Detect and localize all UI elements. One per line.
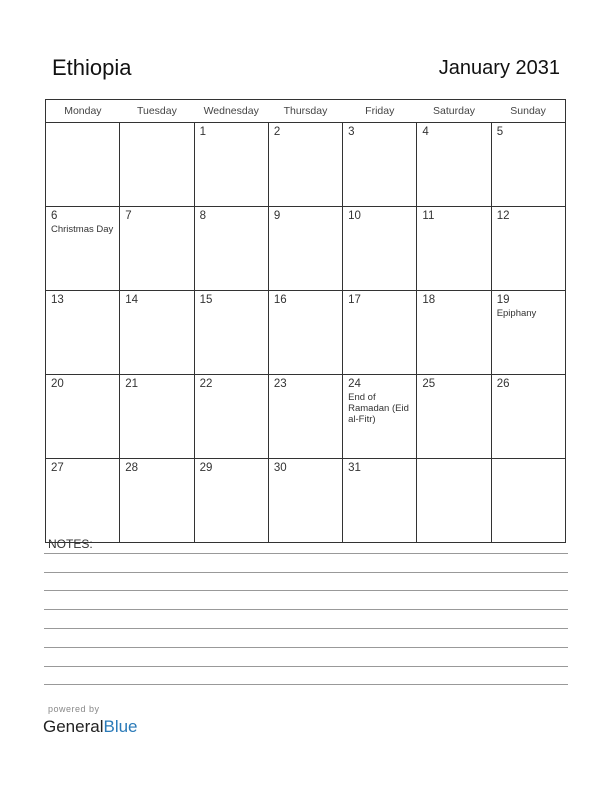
day-cell bbox=[491, 207, 565, 291]
day-cell bbox=[417, 375, 491, 459]
day-number: 30 bbox=[273, 462, 287, 474]
notes-line bbox=[44, 572, 568, 573]
day-number: 27 bbox=[51, 462, 64, 474]
day-cell bbox=[491, 123, 565, 207]
day-number: 28 bbox=[125, 462, 139, 474]
day-cell bbox=[120, 291, 194, 375]
day-cell bbox=[120, 459, 194, 543]
day-number: 29 bbox=[199, 462, 213, 474]
day-cell bbox=[268, 375, 342, 459]
notes-line bbox=[44, 590, 568, 591]
week-row bbox=[46, 207, 566, 291]
day-number: 17 bbox=[348, 294, 361, 306]
day-number: 16 bbox=[273, 294, 287, 306]
brand-blue: Blue bbox=[103, 717, 138, 736]
day-number: 15 bbox=[199, 294, 213, 306]
day-number: 11 bbox=[422, 210, 435, 222]
day-number: 4 bbox=[422, 126, 429, 138]
day-cell bbox=[194, 375, 268, 459]
day-number: 5 bbox=[496, 126, 504, 138]
day-cell bbox=[343, 123, 417, 207]
notes-line bbox=[44, 684, 568, 685]
notes-line bbox=[44, 647, 568, 648]
day-number: 2 bbox=[273, 126, 281, 138]
day-cell bbox=[46, 207, 120, 291]
day-cell bbox=[343, 459, 417, 543]
day-cell bbox=[491, 291, 565, 375]
day-number: 25 bbox=[422, 378, 436, 390]
notes-line bbox=[44, 666, 568, 667]
brand-general: General bbox=[43, 717, 104, 736]
holiday-label: Christmas Day bbox=[51, 224, 114, 235]
day-cell bbox=[194, 207, 268, 291]
day-number: 12 bbox=[496, 210, 510, 222]
day-cell bbox=[343, 207, 417, 291]
day-number: 8 bbox=[199, 210, 206, 222]
day-cell bbox=[46, 123, 120, 207]
weekday-tuesday: Tuesday bbox=[120, 100, 194, 123]
day-number: 31 bbox=[348, 462, 361, 474]
day-cell bbox=[343, 375, 417, 459]
weekday-friday: Friday bbox=[343, 100, 417, 123]
day-number: 1 bbox=[199, 126, 206, 138]
holiday-label: End of Ramadan (Eid al-Fitr) bbox=[348, 392, 409, 425]
day-cell bbox=[120, 123, 194, 207]
day-number: 9 bbox=[273, 210, 281, 222]
notes-line bbox=[44, 553, 568, 554]
day-cell bbox=[268, 123, 342, 207]
day-cell bbox=[417, 459, 491, 543]
day-number: 22 bbox=[199, 378, 213, 390]
day-cell bbox=[268, 459, 342, 543]
day-cell bbox=[417, 123, 491, 207]
day-cell bbox=[417, 291, 491, 375]
day-cell bbox=[46, 375, 120, 459]
day-cell bbox=[491, 459, 565, 543]
day-cell bbox=[120, 207, 194, 291]
notes-line bbox=[44, 628, 568, 629]
week-row bbox=[46, 375, 566, 459]
weekday-header-row bbox=[46, 100, 566, 123]
day-cell bbox=[46, 291, 120, 375]
country-title: Ethiopia bbox=[52, 55, 132, 80]
day-number: 13 bbox=[51, 294, 64, 306]
notes-label: NOTES: bbox=[48, 537, 93, 551]
notes-line bbox=[44, 609, 568, 610]
day-cell bbox=[268, 207, 342, 291]
day-number: 18 bbox=[422, 294, 436, 306]
holiday-label: Epiphany bbox=[496, 308, 537, 319]
day-cell bbox=[194, 291, 268, 375]
weekday-monday: Monday bbox=[46, 100, 120, 123]
day-cell bbox=[343, 291, 417, 375]
week-row bbox=[46, 459, 566, 543]
weekday-saturday: Saturday bbox=[417, 100, 491, 123]
week-row bbox=[46, 291, 566, 375]
day-cell bbox=[46, 459, 120, 543]
day-number: 19 bbox=[496, 294, 510, 306]
day-number: 20 bbox=[51, 378, 64, 390]
weekday-thursday: Thursday bbox=[268, 100, 342, 123]
day-cell bbox=[417, 207, 491, 291]
day-number: 6 bbox=[51, 210, 58, 222]
generalblue-logo bbox=[43, 717, 138, 737]
day-number: 21 bbox=[125, 378, 139, 390]
weekday-wednesday: Wednesday bbox=[194, 100, 268, 123]
day-number: 10 bbox=[348, 210, 361, 222]
day-number: 26 bbox=[496, 378, 510, 390]
weekday-sunday: Sunday bbox=[491, 100, 565, 123]
day-number: 3 bbox=[348, 126, 355, 138]
day-number: 23 bbox=[273, 378, 287, 390]
day-cell bbox=[194, 459, 268, 543]
day-cell bbox=[491, 375, 565, 459]
day-cell bbox=[194, 123, 268, 207]
month-title: January 2031 bbox=[438, 57, 560, 79]
day-number: 14 bbox=[125, 294, 139, 306]
day-cell bbox=[120, 375, 194, 459]
week-row bbox=[46, 123, 566, 207]
day-number: 24 bbox=[348, 378, 361, 390]
day-number: 7 bbox=[125, 210, 132, 222]
calendar-grid bbox=[45, 99, 566, 543]
powered-by-text: powered by bbox=[48, 704, 100, 714]
day-cell bbox=[268, 291, 342, 375]
